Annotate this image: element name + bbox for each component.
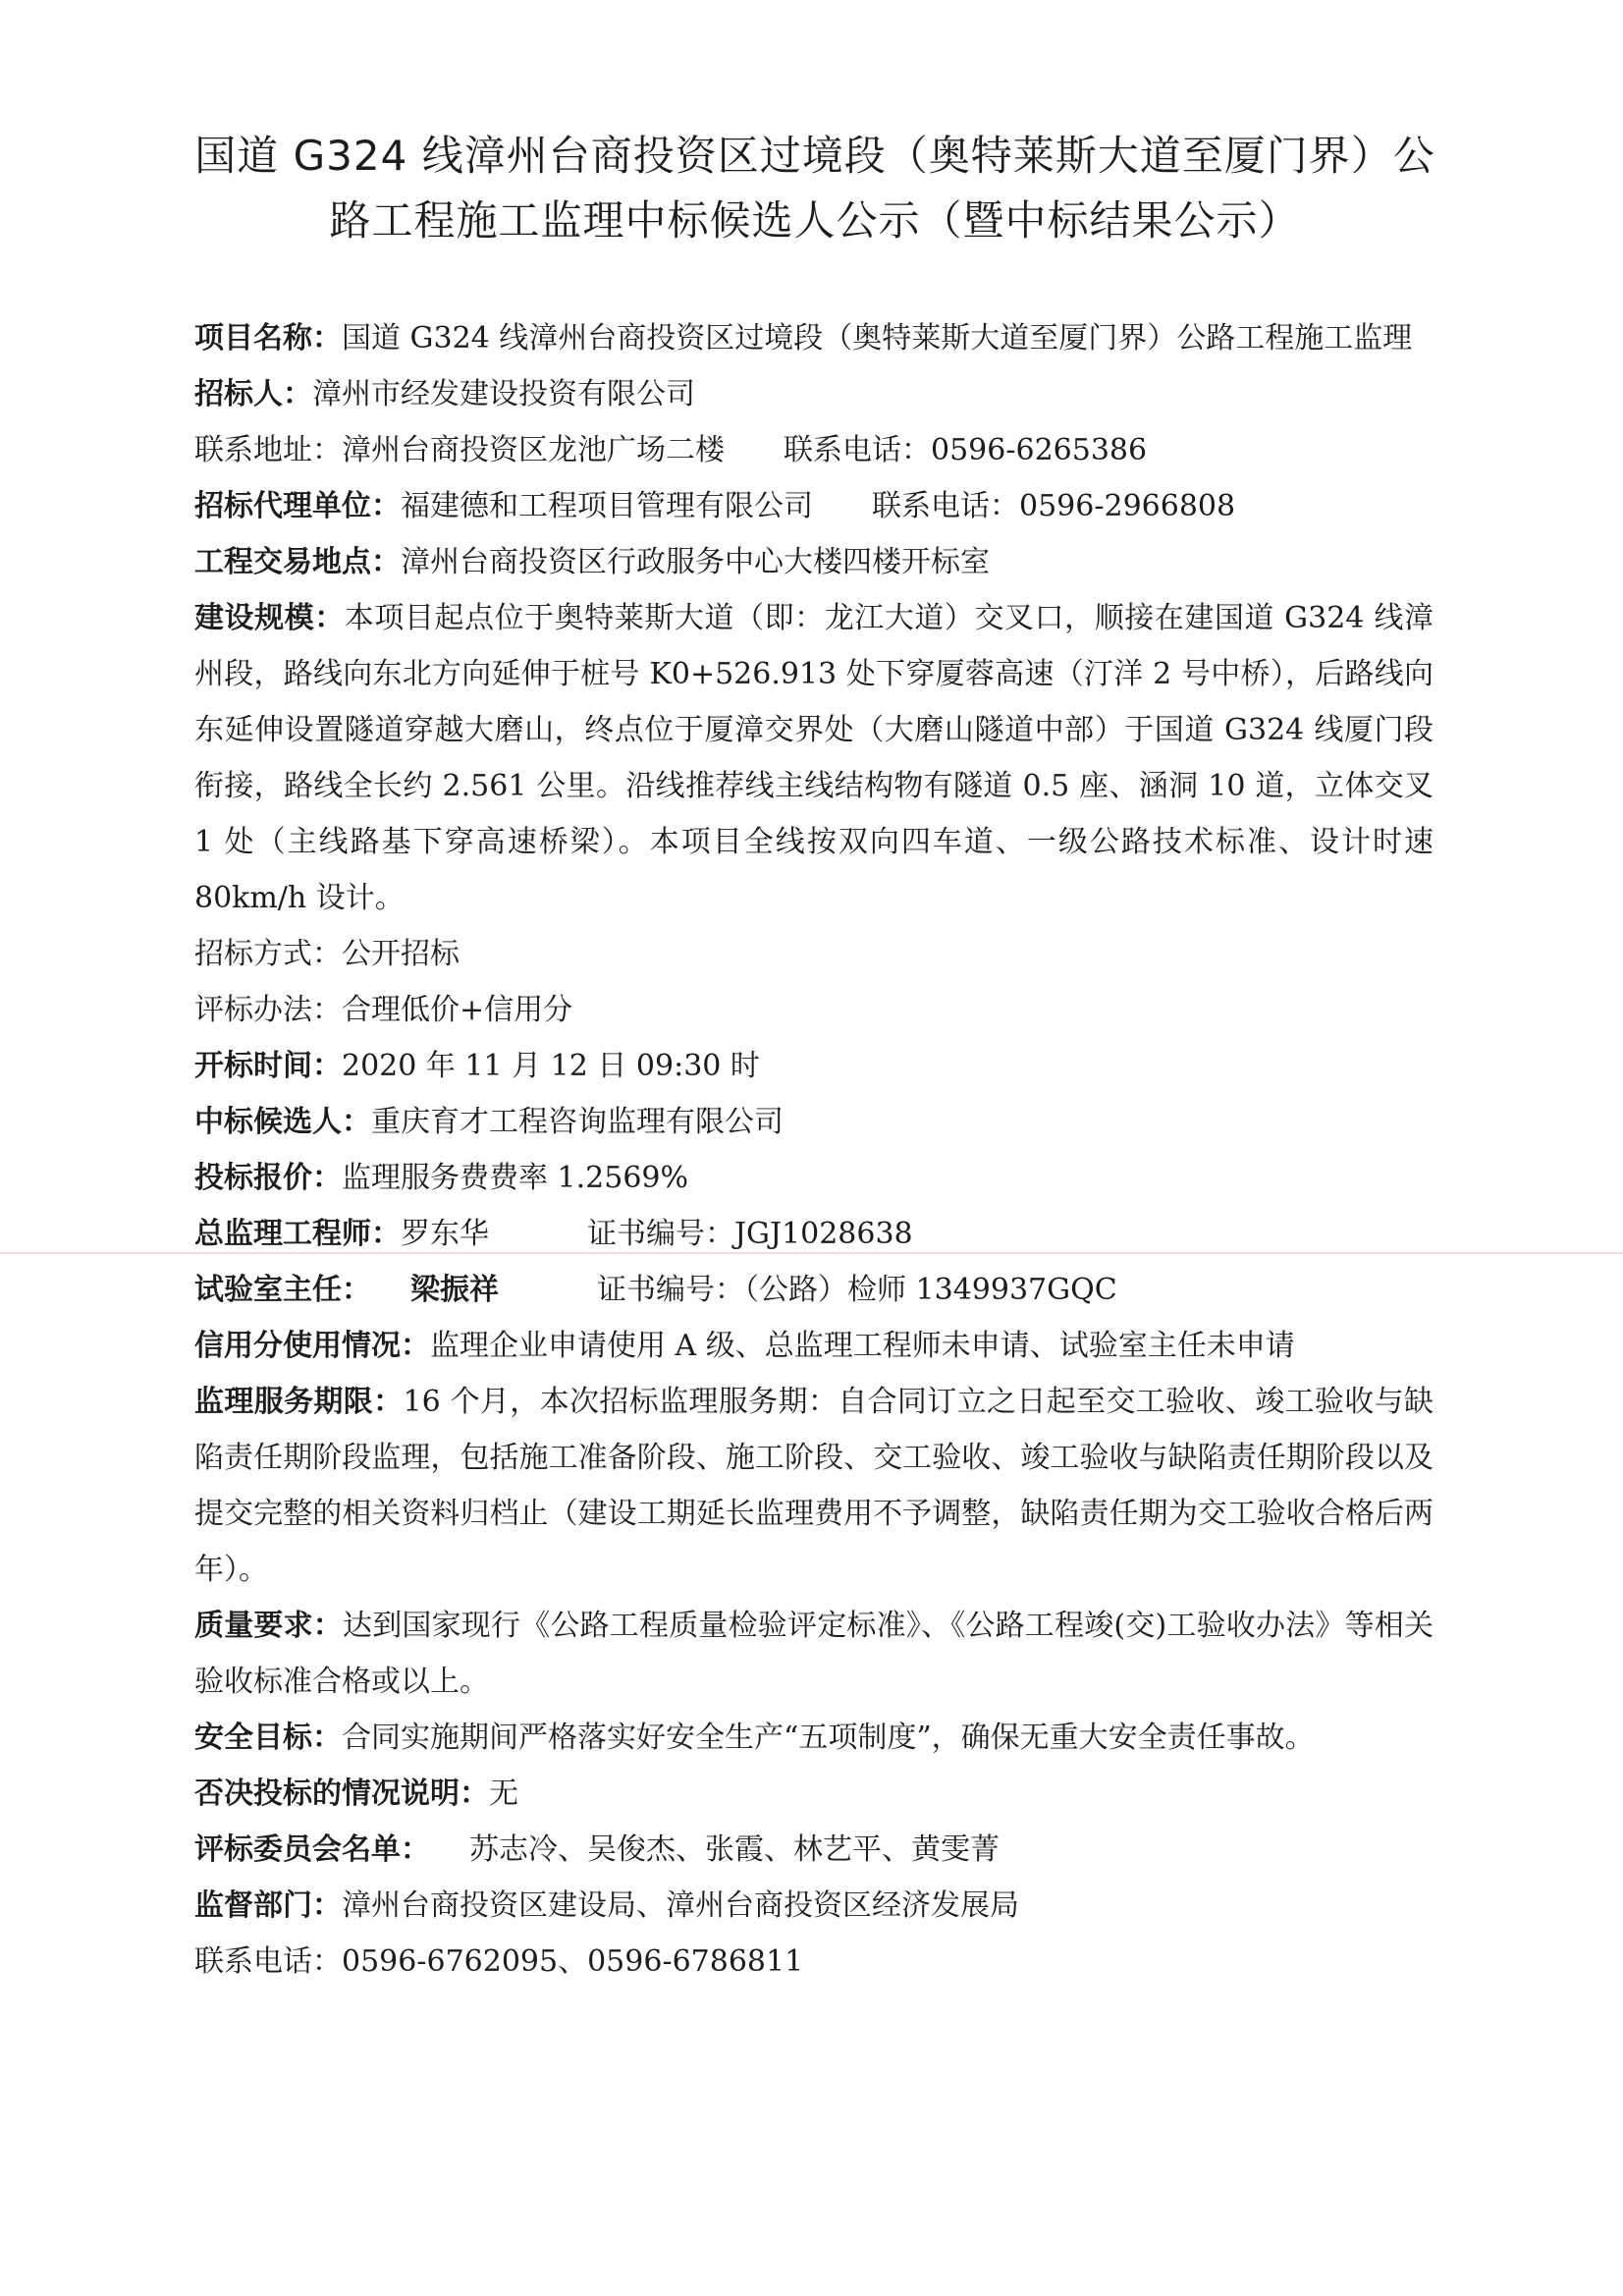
- evaluation-label: 评标办法：: [194, 993, 342, 1027]
- agency-phone-label: 联系电话：: [872, 489, 1019, 523]
- agency-value: 福建德和工程项目管理有限公司: [401, 489, 813, 523]
- supervision-value: 漳州台商投资区建设局、漳州台商投资区经济发展局: [342, 1888, 1019, 1923]
- safety-label: 安全目标：: [194, 1721, 342, 1755]
- safety-value: 合同实施期间严格落实好安全生产“五项制度”，确保无重大安全责任事故。: [342, 1721, 1315, 1755]
- chief-engineer-field: [194, 1206, 1434, 1262]
- candidate-label: 中标候选人：: [194, 1105, 371, 1139]
- tenderer-phone-value: 0596-6265386: [931, 433, 1148, 467]
- tenderer-value: 漳州市经发建设投资有限公司: [312, 377, 695, 411]
- evaluation-value: 合理低价+信用分: [342, 993, 573, 1027]
- chief-engineer-cert: JGJ1028638: [734, 1217, 913, 1251]
- bid-price-value: 监理服务费费率 1.2569%: [342, 1161, 689, 1195]
- opening-time-value: 2020 年 11 月 12 日 09:30 时: [342, 1049, 760, 1083]
- service-period-label: 监理服务期限：: [194, 1385, 404, 1419]
- project-name-value: 国道 G324 线漳州台商投资区过境段（奥特莱斯大道至厦门界）公路工程施工监理: [342, 321, 1413, 355]
- title-line-2: 路工程施工监理中标候选人公示（暨中标结果公示）: [329, 196, 1301, 245]
- project-name-field: [194, 310, 1434, 366]
- contact-address-field: [194, 422, 1434, 478]
- service-period-field: [194, 1374, 1434, 1598]
- page-title: [177, 124, 1453, 253]
- quality-field: [194, 1598, 1434, 1710]
- venue-label: 工程交易地点：: [194, 545, 401, 579]
- venue-value: 漳州台商投资区行政服务中心大楼四楼开标室: [401, 545, 990, 579]
- tenderer-label: 招标人：: [194, 377, 312, 411]
- method-field: [194, 926, 1434, 982]
- contact-address-value: 漳州台商投资区龙池广场二楼: [342, 433, 725, 467]
- scale-field: [194, 590, 1434, 926]
- bid-price-field: [194, 1150, 1434, 1206]
- contact-address-label: 联系地址：: [194, 433, 342, 467]
- bid-price-label: 投标报价：: [194, 1161, 342, 1195]
- rejection-field: [194, 1766, 1434, 1822]
- supervision-field: [194, 1878, 1434, 1934]
- agency-field: [194, 478, 1434, 534]
- credit-value: 监理企业申请使用 A 级、总监理工程师未申请、试验室主任未申请: [430, 1329, 1295, 1363]
- rejection-value: 无: [489, 1777, 518, 1811]
- project-name-label: 项目名称：: [194, 321, 342, 355]
- service-period-value: 16 个月，本次招标监理服务期：自合同订立之日起至交工验收、竣工验收与缺陷责任期阶段监理，包括施工准备阶段、施工阶段、交工验收、竣工验收与缺陷责任期阶段以及提交完整的相关资料归档止（建设工期延长监理费用不予调整，缺陷责任期为交工验收合格后两年）。: [194, 1385, 1434, 1587]
- quality-value: 达到国家现行《公路工程质量检验评定标准》、《公路工程竣(交)工验收办法》等相关验收标准合格或以上。: [194, 1609, 1434, 1699]
- credit-label: 信用分使用情况：: [194, 1329, 430, 1363]
- candidate-field: [194, 1094, 1434, 1150]
- method-label: 招标方式：: [194, 937, 342, 971]
- agency-phone-value: 0596-2966808: [1019, 489, 1236, 523]
- venue-field: [194, 534, 1434, 590]
- agency-label: 招标代理单位：: [194, 489, 401, 523]
- contact-phone-field: [194, 1934, 1434, 1990]
- contact-phone-value: 0596-6762095、0596-6786811: [342, 1944, 804, 1979]
- rejection-label: 否决投标的情况说明：: [194, 1777, 489, 1811]
- supervision-label: 监督部门：: [194, 1888, 342, 1923]
- evaluation-field: [194, 982, 1434, 1038]
- committee-field: [194, 1822, 1434, 1878]
- lab-director-name: 梁振祥: [410, 1273, 499, 1307]
- scale-label: 建设规模：: [194, 601, 345, 635]
- lab-director-cert-label: 证书编号：: [597, 1273, 744, 1307]
- lab-director-cert: （公路）检师 1349937GQC: [744, 1273, 1117, 1307]
- chief-engineer-cert-label: 证书编号：: [587, 1217, 734, 1251]
- safety-field: [194, 1710, 1434, 1766]
- opening-time-label: 开标时间：: [194, 1049, 342, 1083]
- notice-body: [194, 310, 1434, 1990]
- chief-engineer-name: 罗东华: [401, 1217, 489, 1251]
- committee-value: 苏志冷、吴俊杰、张霞、林艺平、黄雯菁: [469, 1832, 1000, 1867]
- lab-director-label: 试验室主任：: [194, 1273, 371, 1307]
- candidate-value: 重庆育才工程咨询监理有限公司: [371, 1105, 784, 1139]
- committee-label: 评标委员会名单：: [194, 1832, 430, 1867]
- tenderer-phone-label: 联系电话：: [784, 433, 931, 467]
- lab-director-field: [194, 1262, 1434, 1318]
- opening-time-field: [194, 1038, 1434, 1094]
- scale-value: 本项目起点位于奥特莱斯大道（即：龙江大道）交叉口，顺接在建国道 G324 线漳州段，路线向东北方向延伸于桩号 K0+526.913 处下穿厦蓉高速（汀洋 2 号中桥），后路线向东延伸设置隧道穿越大磨山，终点位于厦漳交界处（大磨山隧道中部）于国道 G324 线厦门段衔接，路线全长约 2.561 公里。沿线推荐线主线结构物有隧道 0.5 座、涵洞 10 道，立体交叉 1 处（主线路基下穿高速桥梁）。本项目全线按双向四车道、一级公路技术标准、设计时速 80km/h 设计。: [194, 601, 1434, 915]
- tenderer-field: [194, 366, 1434, 422]
- contact-phone-label: 联系电话：: [194, 1944, 342, 1979]
- method-value: 公开招标: [342, 937, 460, 971]
- title-line-1: 国道 G324 线漳州台商投资区过境段（奥特莱斯大道至厦门界）公: [194, 132, 1435, 180]
- chief-engineer-label: 总监理工程师：: [194, 1217, 401, 1251]
- credit-field: [194, 1318, 1434, 1374]
- quality-label: 质量要求：: [194, 1609, 343, 1643]
